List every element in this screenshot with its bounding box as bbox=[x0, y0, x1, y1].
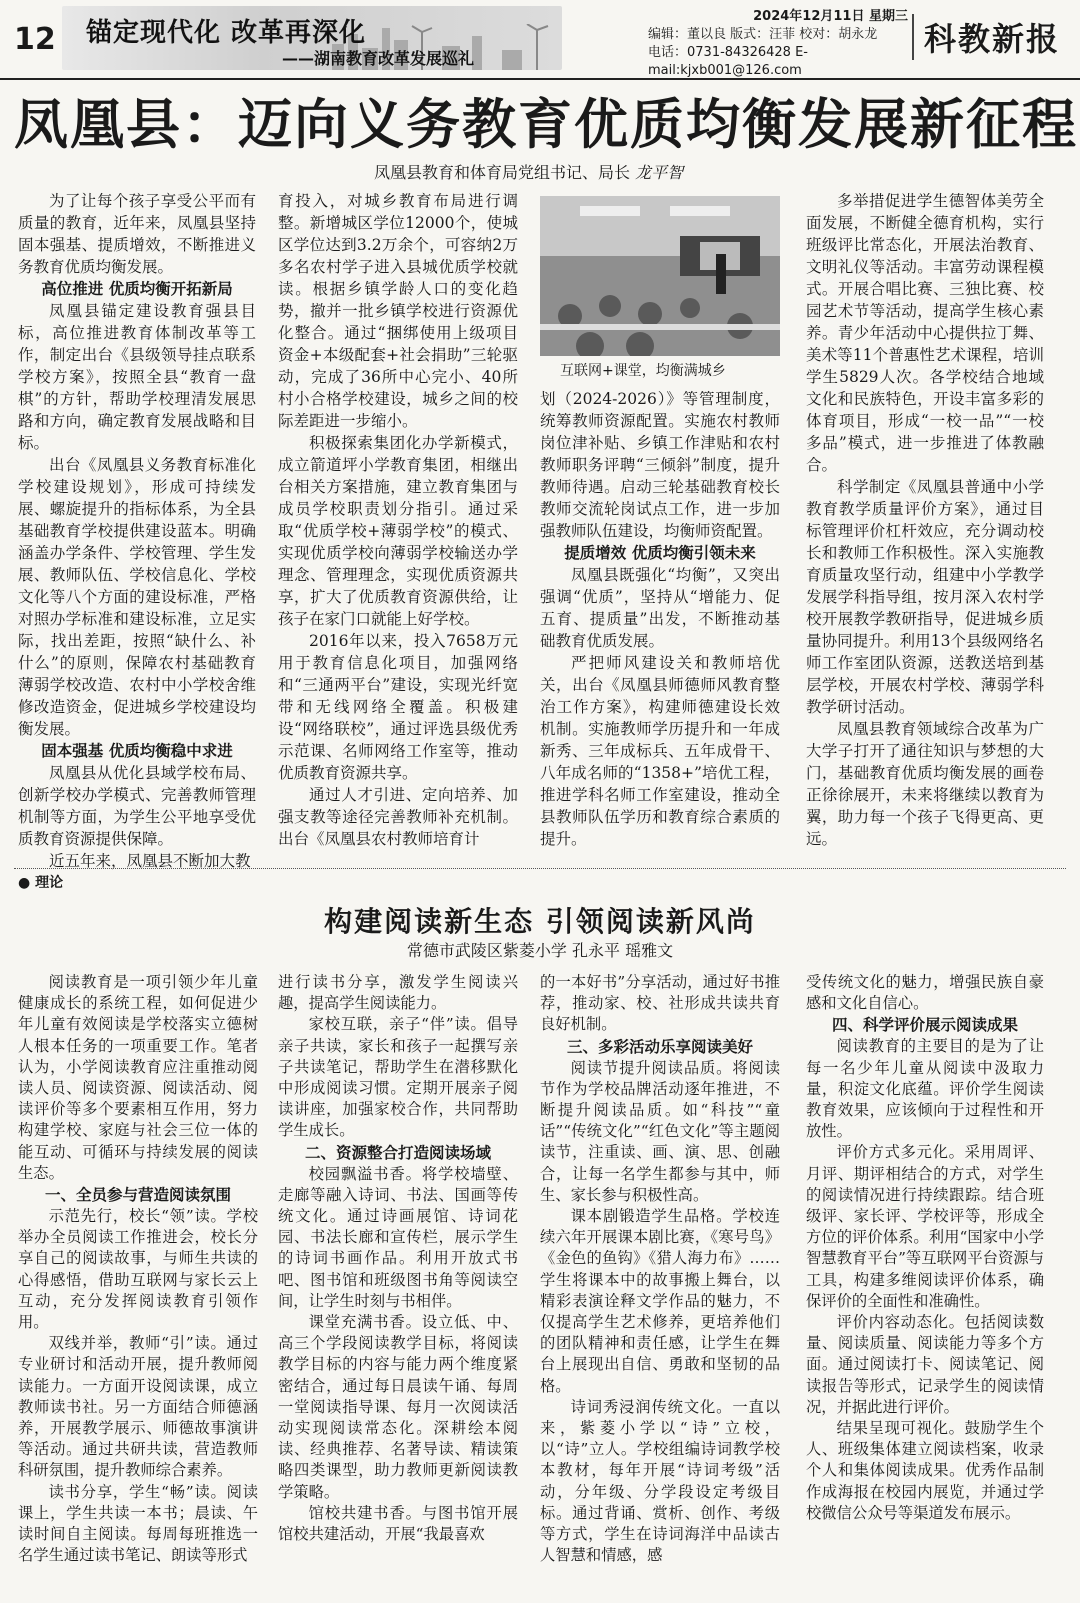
banner-title: 锚定现代化 改革再深化 bbox=[86, 18, 367, 48]
article1-headline: 凤凰县：迈向义务教育优质均衡发展新征程 bbox=[14, 93, 1078, 156]
subheading: 提质增效 优质均衡引领未来 bbox=[564, 544, 756, 562]
byline-role: 凤凰县教育和体育局党组书记、局长 bbox=[374, 163, 631, 182]
paragraph: 受传统文化的魅力，增强民族自豪感和文化自信心。 bbox=[806, 973, 1044, 1013]
issue-date: 2024年12月11日 星期三 bbox=[753, 9, 908, 24]
paper-name: 科教新报 bbox=[912, 14, 1060, 60]
paragraph: 读书分享，学生“畅”读。阅读课上，学生共读一本书；晨读、午读时间自主阅读。每周每班推选一名学生通过读书笔记、朗读等形式 bbox=[18, 1482, 258, 1565]
paragraph: 积极探索集团化办学新模式，成立箭道坪小学教育集团，相继出台相关方案措施，建立教育集团与成员学校职责划分指引。通过采取“优质学校+薄弱学校”的模式、实现优质学校向薄弱学校输送办学理念、管理理念，实现优质资源共享，扩大了优质教育资源供给，让孩子在家门口就能上好学校。 bbox=[278, 434, 518, 628]
paragraph: 课堂充满书香。设立低、中、高三个学段阅读教学目标，将阅读教学目标的内容与能力两个维度紧密结合，通过每日晨读午诵、每周一堂阅读指导课、每月一次阅读活动实现阅读常态化。深耕绘本阅读、经典推荐、名著导读、精读策略四类课型，助力教师更新阅读教学策略。 bbox=[278, 1313, 518, 1501]
banner-subtitle: ——湖南教育改革发展巡礼 bbox=[282, 49, 475, 68]
paragraph: 结果呈现可视化。鼓励学生个人、班级集体建立阅读档案，收录个人和集体阅读成果。优秀作品制作成海报在校园内展览，并通过学校微信公众号等渠道发布展示。 bbox=[806, 1419, 1044, 1522]
paragraph: 通过人才引进、定向培养、加强支教等途径完善教师补充机制。出台《凤凰县农村教师培育计 bbox=[278, 786, 518, 848]
paragraph: 多举措促进学生德智体美劳全面发展，不断健全德育机构，实行班级评比常态化，开展法治教育、文明礼仪等活动。丰富劳动课程模式。开展合唱比赛、三独比赛、校园艺术节等活动，提高学生核心素养。青少年活动中心提供拉丁舞、美术等11个普惠性艺术课程，培训学生5829人次。各学校结合地域文化和民族特色，开设丰富多彩的体育项目，形成“一校一品”“一校多品”模式，进一步推进了体教融合。 bbox=[806, 192, 1044, 474]
byline-name: 龙平智 bbox=[635, 163, 684, 182]
article1-column-4 bbox=[806, 190, 1044, 850]
paragraph: 近五年来，凤凰县不断加大教 bbox=[49, 852, 251, 870]
paragraph: 馆校共建书香。与图书馆开展馆校共建活动，开展“我最喜欢 bbox=[278, 1503, 518, 1544]
article1-byline bbox=[374, 160, 683, 183]
paragraph: 凤凰县从优化县域学校布局、创新学校办学模式、完善教师管理机制等方面，为学生公平地享受优质教育资源提供保障。 bbox=[18, 764, 256, 848]
paragraph: 阅读教育是一项引领少年儿童健康成长的系统工程，如何促进少年儿童有效阅读是学校落实立德树人根本任务的一项重要工作。笔者认为，小学阅读教育应注重推动阅读人员、阅读资源、阅读活动、阅读评价等多个要素相互作用，努力构建学校、家庭与社会三位一体的能互动、可循环与持续发展的阅读生态。 bbox=[18, 973, 258, 1182]
paragraph: 家校互联，亲子“伴”读。倡导亲子共读，家长和孩子一起撰写亲子共读笔记，帮助学生在潜移默化中形成阅读习惯。定期开展亲子阅读讲座，加强家校合作，共同帮助学生成长。 bbox=[278, 1015, 518, 1140]
section-divider bbox=[14, 868, 1066, 869]
paragraph: 评价方式多元化。采用周评、月评、期评相结合的方式，对学生的阅读情况进行持续跟踪。结合班级评、家长评、学校评等，形成全方位的评价体系。利用“国家中小学智慧教育平台”等互联网平台资源与工具，构建多维阅读评价体系，确保评价的全面性和准确性。 bbox=[806, 1143, 1044, 1310]
paragraph: 为了让每个孩子享受公平而有质量的教育，近年来，凤凰县坚持固本强基、提质增效，不断推进义务教育优质均衡发展。 bbox=[18, 192, 256, 276]
classroom-photo-image bbox=[540, 196, 780, 356]
paragraph: 阅读节提升阅读品质。将阅读节作为学校品牌活动逐年推进，不断提升阅读品质。如“科技”“童话”“传统文化”“红色文化”等主题阅读节，注重读、画、演、思、创融合，让每一名学生都参与其中，师生、家长参与积极性高。 bbox=[540, 1058, 780, 1204]
paragraph: 评价内容动态化。包括阅读数量、阅读质量、阅读能力等多个方面。通过阅读打卡、阅读笔记、阅读报告等形式，记录学生的阅读情况，并据此进行评价。 bbox=[806, 1313, 1044, 1416]
page-number: 12 bbox=[14, 22, 56, 57]
article2-column-4 bbox=[806, 972, 1044, 1524]
article2-column-2 bbox=[278, 972, 518, 1545]
paragraph: 凤凰县既强化“均衡”，又突出强调“优质”，坚持从“增能力、促五育、提质量”出发，不断推动基础教育优质发展。 bbox=[540, 566, 780, 650]
classroom-photo bbox=[540, 196, 780, 356]
subheading: 高位推进 优质均衡开拓新局 bbox=[41, 280, 233, 298]
paragraph: 进行读书分享，激发学生阅读兴趣，提高学生阅读能力。 bbox=[278, 973, 518, 1013]
article1-column-2 bbox=[278, 190, 518, 850]
edition-meta bbox=[648, 8, 908, 80]
masthead bbox=[0, 0, 1080, 80]
paragraph: 课本剧锻造学生品格。学校连续六年开展课本剧比赛，《寒号鸟》《金色的鱼钩》《猎人海力布》……学生将课本中的故事搬上舞台，以精彩表演诠释文学作品的魅力，不仅提高学生艺术修养，更培养他们的团队精神和责任感，让学生在舞台上展现出自信、勇敢和坚韧的品格。 bbox=[540, 1207, 780, 1395]
paragraph: 诗词秀浸润传统文化。一直以来，紫菱小学以“诗”立校，以“诗”立人。学校组编诗词教学校本教材，每年开展“诗词考级”活动，分年级、分学段设定考级目标。通过背诵、赏析、创作、考级等方式，学生在诗词海洋中品读古人智慧和情感，感 bbox=[540, 1397, 780, 1565]
paragraph: 示范先行，校长“领”读。学校举办全员阅读工作推进会，校长分享自己的阅读故事，与师生共读的心得感悟，借助互联网与家长云上互动，充分发挥阅读教育引领作用。 bbox=[18, 1207, 258, 1332]
paragraph: 凤凰县锚定建设教育强县目标，高位推进教育体制改革等工作，制定出台《县级领导挂点联系学校方案》，按照全县“教育一盘棋”的方针，帮助学校理清发展思路和方向，确定教育发展战略和目标。 bbox=[18, 302, 256, 452]
subheading: 四、科学评价展示阅读成果 bbox=[831, 1016, 1018, 1035]
article2-column-3 bbox=[540, 972, 780, 1566]
subheading: 三、多彩活动乐享阅读美好 bbox=[566, 1037, 753, 1056]
photo-caption: 互联网+课堂，均衡满城乡 bbox=[560, 363, 726, 379]
article1-column-3 bbox=[540, 388, 780, 850]
editors-line: 编辑：董以良 版式：汪菲 校对：胡永龙 bbox=[648, 27, 878, 42]
section-tag: ● 理论 bbox=[18, 875, 64, 891]
article2-column-1 bbox=[18, 972, 258, 1566]
series-banner bbox=[62, 6, 562, 70]
paragraph: 划（2024-2026）》等管理制度，统筹教师资源配置。实施农村教师岗位津补贴、乡镇工作津贴和农村教师职务评聘“三倾斜”制度，提升教师待遇。启动三轮基础教育校长教师交流轮岗试点工作，进一步加强教师队伍建设，均衡师资配置。 bbox=[540, 390, 780, 540]
paragraph: 校园飘溢书香。将学校墙壁、走廊等融入诗词、书法、国画等传统文化。通过诗画展馆、诗词花园、书法长廊和宣传栏，展示学生的诗词书画作品。利用开放式书吧、图书馆和班级图书角等阅读空间，让学生时刻与书相伴。 bbox=[278, 1164, 518, 1310]
paragraph: 的一本好书”分享活动，通过好书推荐，推动家、校、社形成共读共育良好机制。 bbox=[540, 973, 780, 1034]
paragraph: 出台《凤凰县义务教育标准化学校建设规划》，形成可持续发展、螺旋提升的指标体系，为全县基础教育学校提供建设蓝本。明确涵盖办学条件、学校管理、学生发展、教师队伍、学校信息化、学校文化等八个方面的建设标准，严格对照办学标准和建设标准，立足实际，找出差距，按照“缺什么、补什么”的原则，保障农村基础教育薄弱学校改造、农村中小学校舍维修改造资金，促进城乡学校建设均衡发展。 bbox=[18, 456, 256, 738]
paragraph: 严把师风建设关和教师培优关，出台《凤凰县师德师风教育整治工作方案》，构建师德建设长效机制。实施教师学历提升和一年成新秀、三年成标兵、五年成骨干、八年成名师的“1358+”培优工程，推进学科名师工作室建设，推动全县教师队伍学历和教育综合素质的提升。 bbox=[540, 654, 780, 848]
paragraph: 科学制定《凤凰县普通中小学教育教学质量评价方案》，通过目标管理评价杠杆效应，充分调动校长和教师工作积极性。深入实施教育质量攻坚行动，组建中小学教学发展学科指导组，按月深入农村学校开展教学教研指导，促进城乡质量协同提升。利用13个县级网络名师工作室团队资源，送教送培到基层学校，开展农村学校、薄弱学科教学研讨活动。 bbox=[806, 478, 1044, 716]
contact-line: 电话：0731-84326428 E-mail:kjxb001@126.com bbox=[648, 45, 808, 78]
paragraph: 凤凰县教育领域综合改革为广大学子打开了通往知识与梦想的大门，基础教育优质均衡发展的画卷正徐徐展开，未来将继续以教育为翼，助力每一个孩子飞得更高、更远。 bbox=[806, 720, 1044, 848]
article2-headline: 构建阅读新生态 引领阅读新风尚 bbox=[324, 905, 756, 938]
article2-byline: 常德市武陵区紫菱小学 孔永平 瑶雅文 bbox=[406, 941, 674, 960]
article1-column-1 bbox=[18, 190, 256, 872]
paragraph: 阅读教育的主要目的是为了让每一名少年儿童从阅读中汲取力量，积淀文化底蕴。评价学生阅读教育效果，应该倾向于过程性和开放性。 bbox=[806, 1037, 1044, 1141]
subheading: 一、全员参与营造阅读氛围 bbox=[44, 1186, 231, 1205]
paragraph: 双线并举，教师“引”读。通过专业研讨和活动开展，提升教师阅读能力。一方面开设阅读课，成立教师读书社。另一方面结合师德涵养，开展教学展示、师德故事演讲等活动。通过共研共读，营造教师科研氛围，提升教师综合素养。 bbox=[18, 1334, 258, 1480]
subheading: 二、资源整合打造阅读场域 bbox=[304, 1143, 491, 1162]
subheading: 固本强基 优质均衡稳中求进 bbox=[41, 742, 233, 760]
paragraph: 育投入，对城乡教育布局进行调整。新增城区学位12000个，使城区学位达到3.2万余个，可容纳2万多名农村学子进入县城优质学校就读。根据乡镇学龄人口的变化趋势，撤并一批乡镇学校进行资源优化整合。通过“捆绑使用上级项目资金+本级配套+社会捐助”三轮驱动，完成了36所中心完小、40所村小合格学校建设，城乡之间的校际差距进一步缩小。 bbox=[278, 192, 518, 430]
paragraph: 2016年以来，投入7658万元用于教育信息化项目，加强网络和“三通两平台”建设，实现光纤宽带和无线网络全覆盖。积极建设“网络联校”，通过评选县级优秀示范课、名师网络工作室等，推动优质教育资源共享。 bbox=[278, 632, 518, 782]
